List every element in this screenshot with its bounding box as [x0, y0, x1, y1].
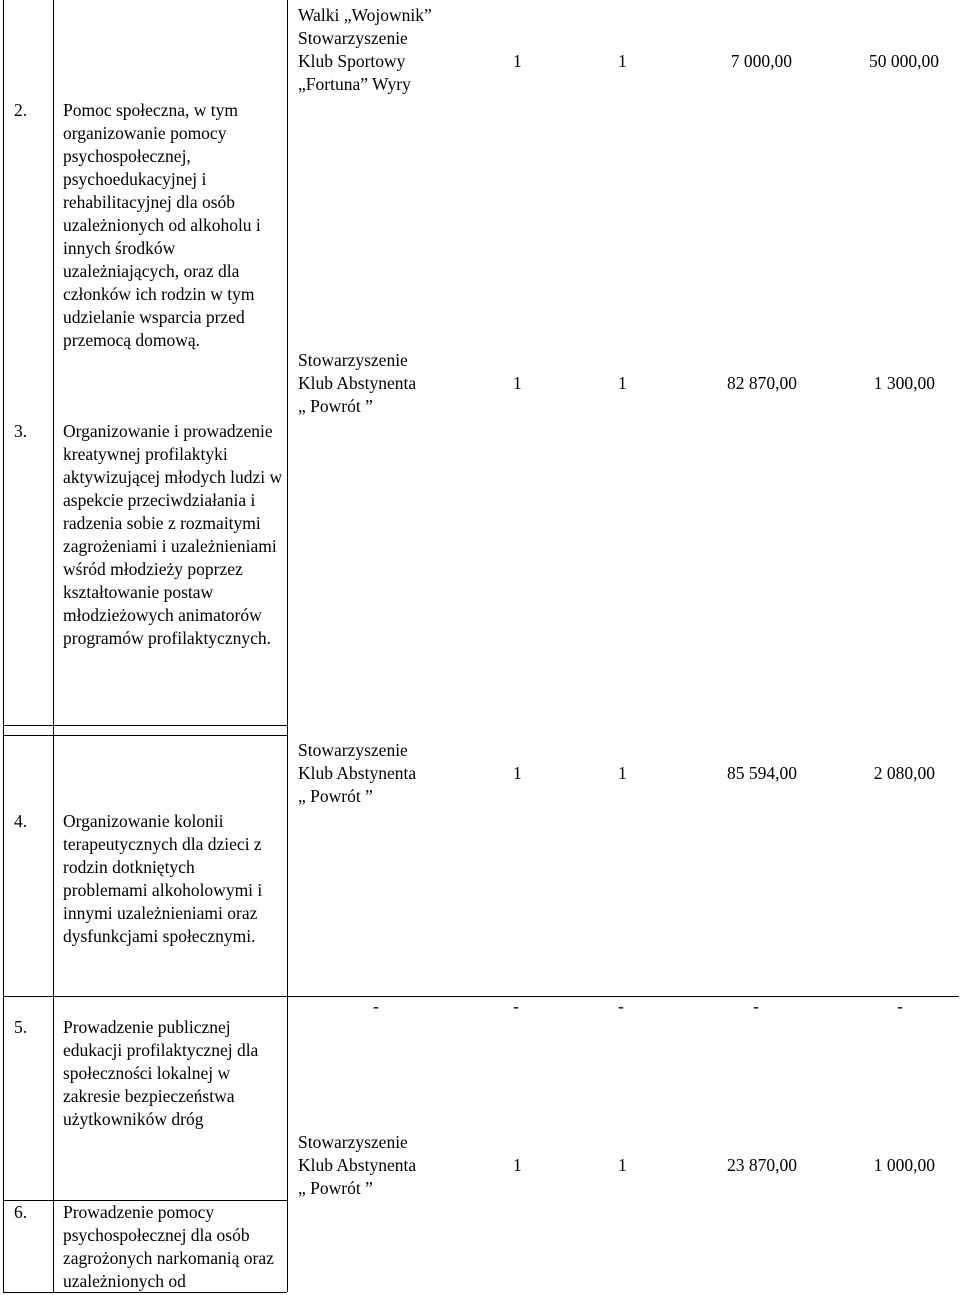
value: 1 300,00	[873, 373, 935, 393]
task-number: 4.	[14, 811, 28, 831]
count-1: 1	[513, 51, 522, 71]
task-number: 6.	[14, 1202, 28, 1222]
task-number: 5.	[14, 1017, 28, 1037]
task-number: 2.	[14, 100, 28, 120]
organization-name: Stowarzyszenie Klub Sportowy „Fortuna” Wyry	[298, 28, 411, 94]
amount: 82 870,00	[727, 373, 797, 393]
count-1: 1	[513, 1155, 522, 1175]
amount: 23 870,00	[727, 1155, 797, 1175]
count-1: 1	[513, 763, 522, 783]
task-number: 3.	[14, 421, 28, 441]
dash-cell: -	[753, 996, 759, 1016]
count-2: 1	[618, 373, 627, 393]
count-2: 1	[618, 1155, 627, 1175]
dash-cell: -	[513, 996, 519, 1016]
row-divider	[3, 996, 959, 997]
count-2: 1	[618, 51, 627, 71]
task-description: Organizowanie i prowadzenie kreatywnej profilaktyki aktywizującej młodych ludzi w aspekcie przeciwdziałania i radzenia sobie z rozmaitymi zagrożeniami i uzależnieniami wśród młodzieży poprzez kształtowanie postaw młodzieżowych animatorów programów profilaktycznych.	[63, 421, 283, 648]
org-fragment: Walki „Wojownik”	[298, 5, 432, 25]
task-description: Prowadzenie publicznej edukacji profilaktycznej dla społeczności lokalnej w zakresie bezpieczeństwa użytkowników dróg	[63, 1017, 259, 1129]
value: 1 000,00	[873, 1155, 935, 1175]
organization-name: Stowarzyszenie Klub Abstynenta „ Powrót ”	[298, 350, 417, 416]
organization-name: Stowarzyszenie Klub Abstynenta „ Powrót ”	[298, 740, 417, 806]
count-2: 1	[618, 763, 627, 783]
task-description: Prowadzenie pomocy psychospołecznej dla osób zagrożonych narkomanią oraz uzależnionych od	[63, 1202, 274, 1291]
amount: 85 594,00	[727, 763, 797, 783]
value: 50 000,00	[869, 51, 939, 71]
count-1: 1	[513, 373, 522, 393]
amount: 7 000,00	[730, 51, 792, 71]
task-description: Organizowanie kolonii terapeutycznych dla dzieci z rodzin dotkniętych problemami alkoholowymi i innymi uzależnieniami oraz dysfunkcjami społecznymi.	[63, 811, 263, 946]
row-divider	[3, 735, 287, 736]
row-divider	[3, 725, 287, 726]
value: 2 080,00	[873, 763, 935, 783]
organization-name: Stowarzyszenie Klub Abstynenta „ Powrót ”	[298, 1132, 417, 1198]
task-description: Pomoc społeczna, w tym organizowanie pomocy psychospołecznej, psychoedukacyjnej i rehabilitacyjnej dla osób uzależnionych od alkoholu i innych środków uzależniających, oraz dla członków ich rodzin w tym udzielanie wsparcia przed przemocą domową.	[63, 100, 261, 350]
column-divider	[53, 0, 54, 1292]
dash-cell: -	[618, 996, 624, 1016]
dash-cell: -	[373, 996, 379, 1016]
table-border-left	[3, 0, 4, 1292]
column-divider	[287, 0, 288, 1292]
dash-cell: -	[897, 996, 903, 1016]
